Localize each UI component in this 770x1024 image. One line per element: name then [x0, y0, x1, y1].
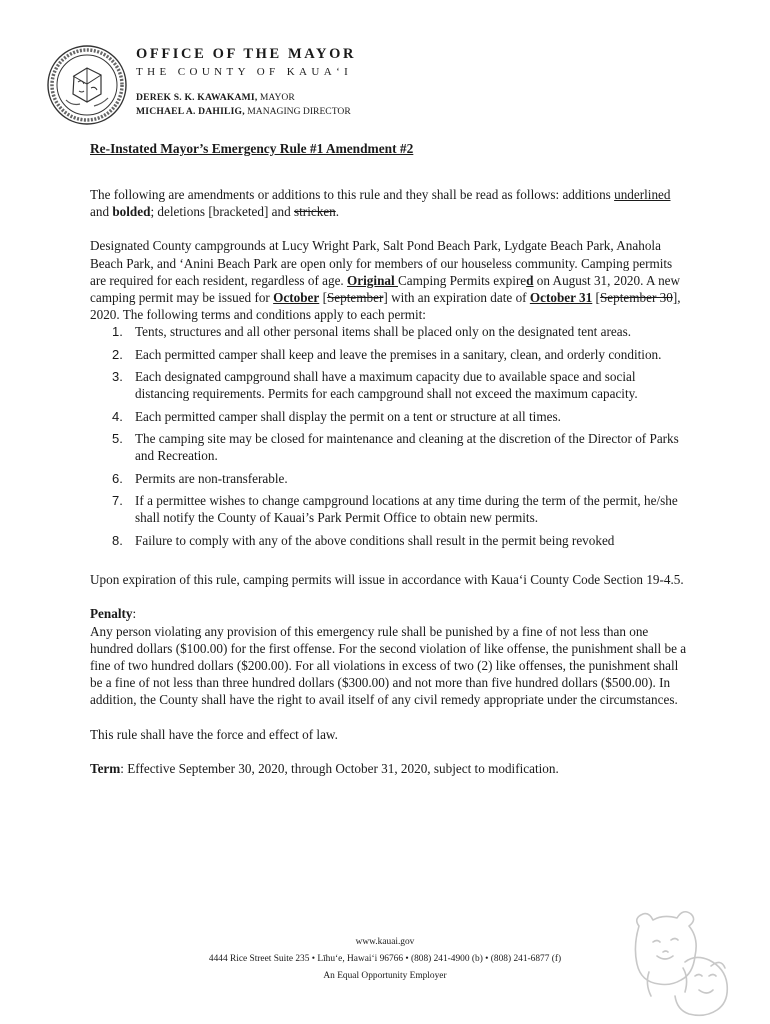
september30-deletion: September 30	[599, 290, 673, 306]
address: 4444 Rice Street Suite 235 • Līhu‘e, Hawai‘i 96766 • (808) 241-4900 (b) • (808) 241-6877 (f)	[208, 954, 562, 964]
list-item: 7. If a permittee wishes to change campground locations at any time during the term of the permit, he/she shall notify the County of Kauai’s Park Permit Office to obtain new permits.	[112, 493, 678, 526]
officials	[136, 91, 356, 119]
list-item: 1. Tents, structures and all other personal items shall be placed only on the designated tent areas.	[112, 324, 632, 340]
director-name: MICHAEL A. DAHILIG,	[136, 106, 245, 117]
list-item: 2. Each permitted camper shall keep and leave the premises in a sanitary, clean, and orderly condition.	[112, 346, 662, 362]
office-title: OFFICE OF THE MAYOR	[136, 46, 357, 62]
stricken-sample: stricken	[294, 204, 336, 220]
september-deletion: September	[326, 290, 384, 306]
conditions-list	[90, 323, 690, 549]
county-name: THE COUNTY OF KAUA‘I	[136, 66, 353, 78]
bolded-sample: bolded	[112, 204, 151, 220]
list-item: 8. Failure to comply with any of the above conditions shall result in the permit being revoked	[112, 532, 615, 548]
list-item: 5. The camping site may be closed for maintenance and cleaning at the discretion of the Director of Parks and Recreation.	[112, 431, 679, 464]
county-seal-icon	[46, 44, 128, 126]
expiration-paragraph: Upon expiration of this rule, camping permits will issue in accordance with Kaua‘i County Code Section 19-4.5.	[90, 572, 684, 588]
original-addition: Original	[347, 272, 398, 288]
designated-paragraph: Designated County campgrounds at Lucy Wright Park, Salt Pond Beach Park, Lydgate Beach Park, Anahola Beach Park, and ‘Anini Beach Park are open only for members of our houseless community. Camping permits are required for each resident, regardless of age. Original Camping Permits expired on August 31, 2020. A new camping permit may be issued for October [September] with an expiration date of October 31 [September 30], 2020. The following terms and conditions apply to each permit:	[90, 238, 681, 323]
director-title: MANAGING DIRECTOR	[247, 106, 351, 117]
mayor-name: DEREK S. K. KAWAKAMI,	[136, 92, 258, 103]
document-title: Re-Instated Mayor’s Emergency Rule #1 Amendment #2	[90, 141, 414, 156]
website-link[interactable]: www.kauai.gov	[355, 937, 415, 947]
penalty-heading: Penalty:	[90, 606, 137, 622]
d-addition: d	[526, 272, 534, 288]
force-paragraph: This rule shall have the force and effect of law.	[90, 726, 338, 742]
list-item: 4. Each permitted camper shall display the permit on a tent or structure at all times.	[112, 408, 561, 424]
term-paragraph: Term: Effective September 30, 2020, through October 31, 2020, subject to modification.	[90, 760, 559, 776]
document-body	[90, 186, 690, 777]
october-addition: October	[273, 290, 320, 306]
underlined-sample: underlined	[614, 187, 671, 202]
october31-addition: October 31	[529, 290, 593, 306]
letterhead	[136, 46, 356, 119]
mascot-sketch-icon	[625, 906, 737, 1018]
intro-paragraph: The following are amendments or additions to this rule and they shall be read as follows: additions underlined and bolded; deletions [bracketed] and stricken.	[90, 187, 671, 220]
penalty-paragraph: Any person violating any provision of this emergency rule shall be punished by a fine of not less than one hundred dollars ($100.00) for the first offense. For the second violation of like offense, the punishment shall be a fine of two hundred dollars ($200.00). For all violations in excess of two (2) like offenses, the punishment shall be a fine of not less than three hundred dollars ($300.00) and not more than five hundred dollars ($500.00). In addition, the County shall have the right to avail itself of any civil remedy appropriate under the circumstances.	[90, 623, 687, 708]
list-item: 3. Each designated campground shall have a maximum capacity due to available space and social distancing requirements. Permits for each campground shall not exceed the maximum capacity.	[112, 369, 638, 402]
mayor-title: MAYOR	[259, 92, 295, 103]
list-item: 6. Permits are non-transferable.	[112, 470, 288, 486]
eoe-statement: An Equal Opportunity Employer	[323, 971, 447, 981]
